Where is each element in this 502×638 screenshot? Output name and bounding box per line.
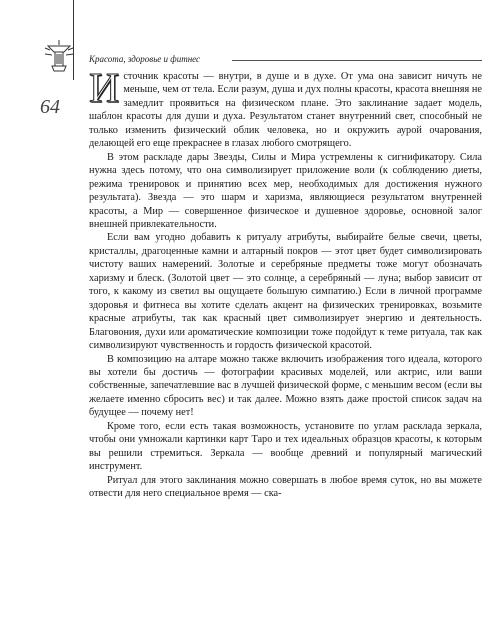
- lamp-icon: [44, 38, 74, 74]
- running-header: Красота, здоровье и фитнес: [89, 54, 201, 64]
- page-number: 64: [40, 96, 60, 118]
- paragraph: Если вам угодно добавить к ритуалу атрибуты, выбирайте белые свечи, цветы, кристаллы, драгоценные камни и алтарный покров — этот цвет будет символизировать чистоту ваших намерений. Золотые и серебряные предметы тоже могут обозначать харизму и блеск. (Золотой цвет — это солнце, а серебряный — луна; выбор зависит от того, к какому из светил вы ощущаете большую симпатию.) Если в личной программе здоровья и фитнеса вы хотите сделать акцент на физических тренировках, возьмите красные атрибуты, так как красный цвет символизирует энергию и деятельность. Благовония, духи или ароматические композиции тоже подойдут к теме ритуала, так как символизируют чувственность и гордость физической красотой.: [89, 232, 482, 352]
- paragraph: В этом раскладе дары Звезды, Силы и Мира устремлены к сигнификатору. Сила нужна здесь потому, что она символизирует приложение воли (к соблюдению диеты, режима тренировок и принятию всех мер, необходимых для достижения нужного результата). Звезда — это шарм и харизма, являющиеся результатом внутренней красоты, а Мир — совершенное физическое и душевное здоровье, основной залог внешней привлекательности.: [89, 151, 482, 230]
- body-text: [89, 66, 482, 501]
- paragraph: В композицию на алтаре можно также включить изображения того идеала, которого вы хотели бы достичь — фотографии красивых моделей, или актрис, или ваши собственные, запечатлевшие вас в лучшей физической форме, с меньшим весом (если вы желаете именно сбросить вес) и так далее. Можно взять даже простой список задач на будущее — почему нет!: [89, 353, 482, 419]
- drop-cap: И: [89, 66, 120, 112]
- paragraph: Источник красоты — внутри, в душе и в духе. От ума она зависит ничуть не меньше, чем от тела. Если разум, душа и дух полны красоты, красота внешняя не замедлит проявиться на физическом плане. Это заклинание задает модель, шаблон красоты для души и духа. Результатом станет внутренний свет, способный не только изменить физический облик человека, но и окружить аурой очарования, делающей его еще прекраснее в глазах любого смотрящего.: [89, 66, 482, 150]
- header-rule: [232, 60, 482, 61]
- paragraph: Кроме того, если есть такая возможность, установите по углам расклада зеркала, чтобы они умножали картинки карт Таро и тех идеальных образцов красоты, к которым вы решили стремиться. Зеркала — вообще древний и популярный магический инструмент.: [89, 420, 482, 473]
- paragraph: Ритуал для этого заклинания можно совершать в любое время суток, но вы можете отвести для него специальное время — ска-: [89, 474, 482, 500]
